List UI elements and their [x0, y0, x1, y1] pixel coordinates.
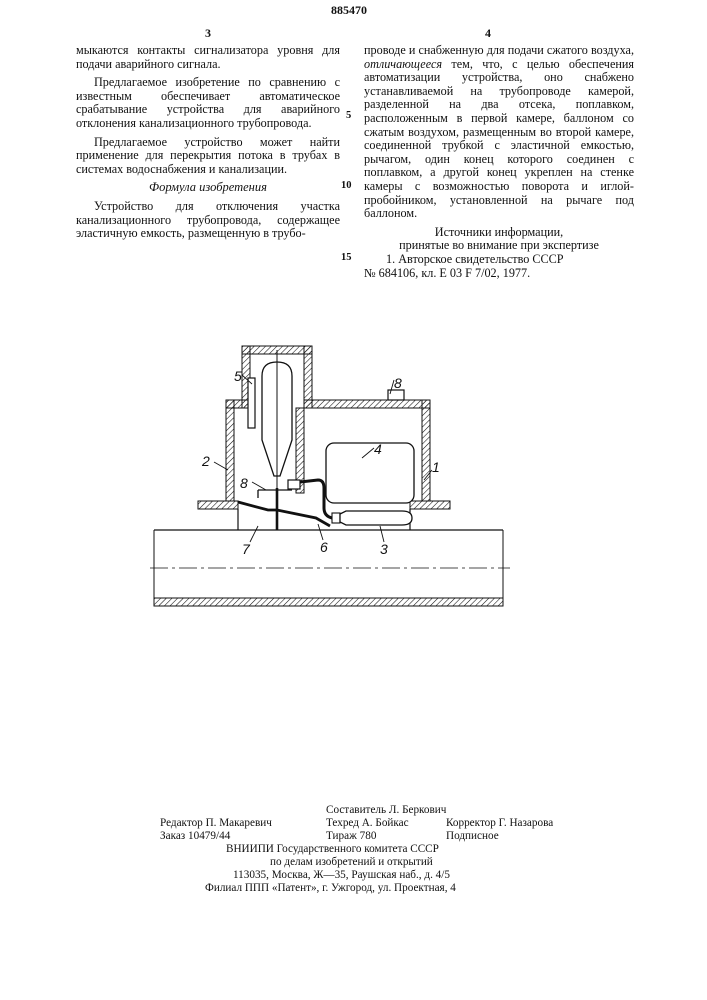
- footer-techred: Техред А. Бойкас: [326, 817, 409, 829]
- right-column: [364, 44, 634, 280]
- elastic-container: [340, 511, 412, 525]
- label-4: 4: [374, 441, 382, 457]
- sources-title-1: Источники информации,: [434, 224, 564, 239]
- patent-number: 885470: [331, 3, 367, 17]
- line-number-15: 15: [341, 252, 352, 263]
- claim-text-start: проводе и снабженную для подачи сжатого воздуха,: [364, 43, 634, 57]
- left-column: [76, 44, 340, 246]
- label-6: 6: [320, 539, 328, 555]
- pipe: [150, 530, 510, 606]
- left-paragraph-1: мыкаются контакты сигнализатора уровня для подачи аварийного сигнала.: [76, 43, 340, 71]
- label-8-lower: 8: [240, 475, 248, 491]
- source-1a: 1. Авторское свидетельство СССР: [386, 251, 564, 266]
- sources-title-2: принятые во внимание при экспертизе: [399, 238, 599, 253]
- label-5: 5: [234, 368, 242, 384]
- footer-org-1: ВНИИПИ Государственного комитета СССР: [226, 843, 439, 855]
- air-bottle: [326, 443, 414, 503]
- footer-editor: Редактор П. Макаревич: [160, 817, 272, 829]
- footer-branch: Филиал ППП «Патент», г. Ужгород, ул. Проектная, 4: [205, 882, 456, 894]
- left-flange: [198, 501, 238, 509]
- source-1b: № 684106, кл. Е 03 F 7/02, 1977.: [364, 265, 531, 280]
- page-number-right: 4: [485, 26, 491, 40]
- technical-drawing: [140, 330, 520, 620]
- label-3: 3: [380, 541, 388, 557]
- footer-circulation: Тираж 780: [326, 830, 377, 842]
- left-paragraph-3: Предлагаемое устройство может найти применение для перекрытия потока в трубах в системах водоснабжения и канализации.: [76, 134, 340, 176]
- lever-arm: [238, 502, 330, 526]
- page-number-left: 3: [205, 26, 211, 40]
- claims-heading: Формула изобретения: [149, 180, 267, 195]
- footer-address: 113035, Москва, Ж—35, Раушская наб., д. 4/5: [233, 869, 450, 881]
- line-number-5: 5: [346, 110, 352, 121]
- label-1: 1: [432, 459, 440, 475]
- footer-subscription: Подписное: [446, 830, 499, 842]
- right-flange: [410, 501, 450, 509]
- left-paragraph-4: Устройство для отключения участка канализационного трубопровода, содержащее эластичную емкость, размещенную в трубо-: [76, 198, 340, 241]
- label-7: 7: [242, 541, 250, 557]
- label-2: 2: [202, 453, 210, 469]
- footer-composer: Составитель Л. Беркович: [326, 804, 447, 816]
- line-number-10: 10: [341, 180, 352, 191]
- label-8-top: 8: [394, 375, 402, 391]
- left-paragraph-2: Предлагаемое изобретение по сравнению с известным обеспечивает автоматическое срабатывание устройства для аварийного отклонения канализационного трубопровода.: [76, 75, 340, 130]
- footer-order: Заказ 10479/44: [160, 830, 231, 842]
- claim-text-end: тем, что, с целью обеспечения автоматизации устройства, оно снабжено устанавливаемой на трубопроводе камерой, разделенной на два отсека, поплавком, расположенным в первой камере, баллоном со сжатым воздухом, размещенным во второй камере, соединенной трубкой с эластичной емкостью, рычагом, один конец которого соединен с поплавком, а другой конец укреплен на стенке камеры с возможностью поворота и иглой-пробойником, установленной на рычаге под баллоном.: [364, 56, 634, 221]
- level-switch: [248, 378, 255, 428]
- claim-text-italic: отличающееся: [364, 56, 443, 71]
- claim-text: [364, 44, 634, 221]
- footer-org-2: по делам изобретений и открытий: [270, 856, 433, 868]
- footer-corrector: Корректор Г. Назарова: [446, 817, 554, 829]
